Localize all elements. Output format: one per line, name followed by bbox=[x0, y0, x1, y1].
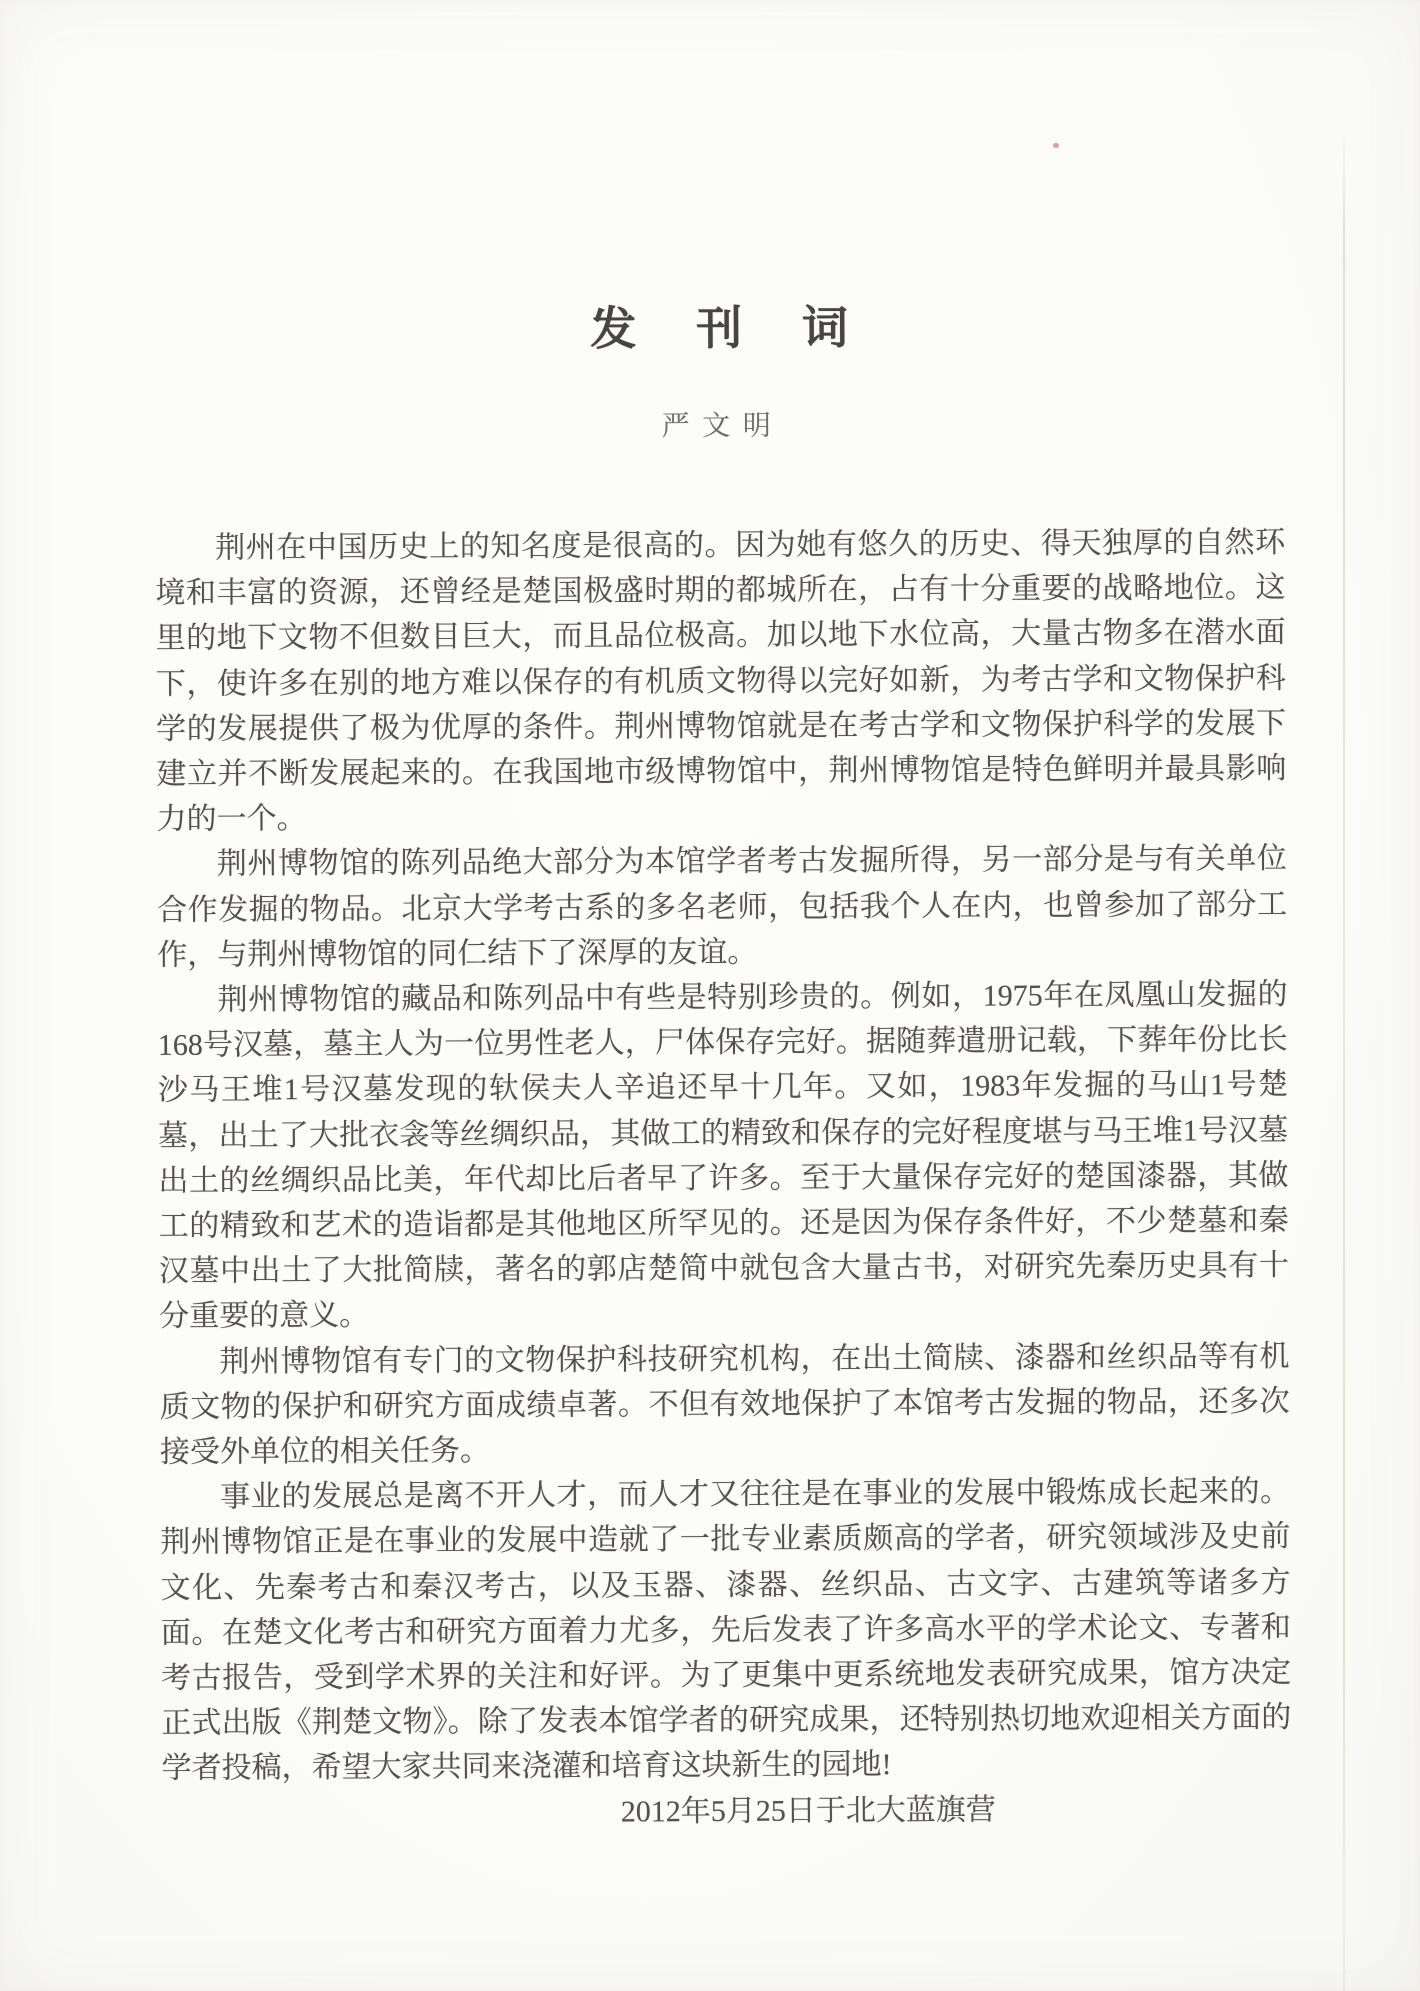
foreword-body bbox=[155, 520, 1292, 1837]
foreword-paragraph-2: 荆州博物馆的陈列品绝大部分为本馆学者考古发掘所得，另一部分是与有关单位合作发掘的物品。北京大学考古系的多名老师，包括我个人在内，也曾参加了部分工作，与荆州博物馆的同仁结下了深厚的友谊。 bbox=[156, 842, 1288, 972]
foreword-paragraph-5: 事业的发展总是离不开人才，而人才又往往是在事业的发展中锻炼成长起来的。荆州博物馆正是在事业的发展中造就了一批专业素质颇高的学者，研究领域涉及史前文化、先秦考古和秦汉考古，以及玉器、漆器、丝织品、古文字、古建筑等诸多方面。在楚文化考古和研究方面着力尤多，先后发表了许多高水平的学术论文、专著和考古报告，受到学术界的关注和好评。为了更集中更系统地发表研究成果，馆方决定正式出版《荆楚文物》。除了发表本馆学者的研究成果，还特别热切地欢迎相关方面的学者投稿，希望大家共同来浇灌和培育这块新生的园地! bbox=[160, 1475, 1292, 1786]
author-name: 严文明 bbox=[661, 410, 784, 443]
foreword-paragraph-1: 荆州在中国历史上的知名度是很高的。因为她有悠久的历史、得天独厚的自然环境和丰富的资源，还曾经是楚国极盛时期的都城所在，占有十分重要的战略地位。这里的地下文物不但数目巨大，而且品位极高。加以地下水位高，大量古物多在潜水面下，使许多在别的地方难以保存的有机质文物得以完好如新，为考古学和文物保护科学的发展提供了极为优厚的条件。荆州博物馆就是在考古学和文物保护科学的发展下建立并不断发展起来的。在我国地市级博物馆中，荆州博物馆是特色鲜明并最具影响力的一个。 bbox=[155, 525, 1287, 837]
foreword-paragraph-3: 荆州博物馆的藏品和陈列品中有些是特别珍贵的。例如，1975年在凤凰山发掘的168号汉墓，墓主人为一位男性老人，尸体保存完好。据随葬遣册记载，下葬年份比长沙马王堆1号汉墓发现的轪侯夫人辛追还早十几年。又如，1983年发掘的马山1号楚墓，出土了大批衣衾等丝绸织品，其做工的精致和保存的完好程度堪与马王堆1号汉墓出土的丝绸织品比美，年代却比后者早了许多。至于大量保存完好的楚国漆器，其做工的精致和艺术的造诣都是其他地区所罕见的。还是因为保存条件好，不少楚墓和秦汉墓中出土了大批简牍，著名的郭店楚简中就包含大量古书，对研究先秦历史具有十分重要的意义。 bbox=[157, 978, 1290, 1334]
scan-ink-speck bbox=[1053, 143, 1059, 148]
dateline: 2012年5月25日于北大蓝旗营 bbox=[620, 1793, 996, 1829]
foreword-paragraph-4: 荆州博物馆有专门的文物保护科技研究机构，在出土简牍、漆器和丝织品等有机质文物的保护和研究方面成绩卓著。不但有效地保护了本馆考古发掘的物品，还多次接受外单位的相关任务。 bbox=[159, 1339, 1290, 1469]
page-title: 发刊词 bbox=[590, 301, 908, 355]
page-fold-line bbox=[1343, 128, 1345, 1991]
